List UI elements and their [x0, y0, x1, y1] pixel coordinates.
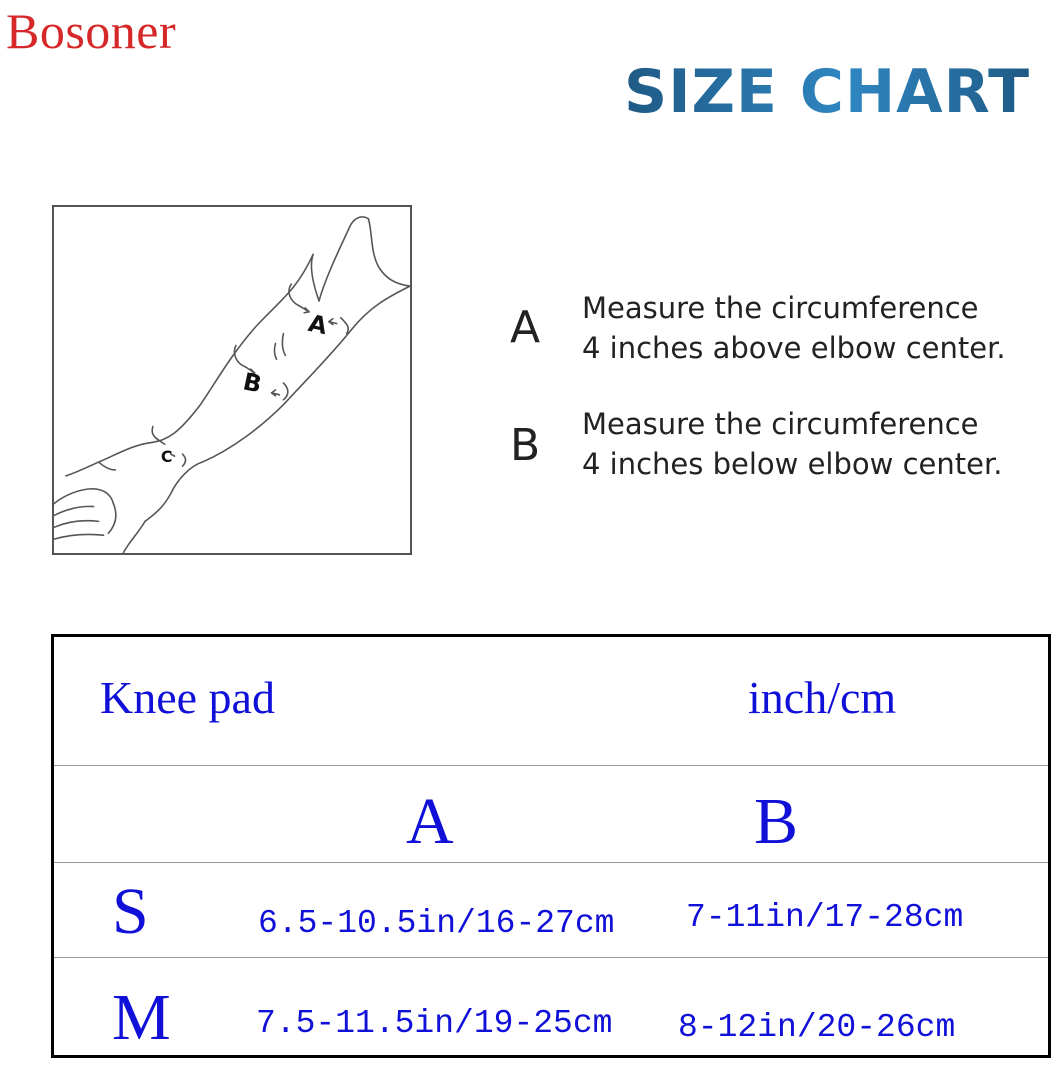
page-title: SIZE CHART — [624, 57, 1031, 127]
size-label-s: S — [112, 875, 149, 948]
measurement-line-2: 4 inches below elbow center. — [582, 447, 1003, 481]
measurement-letter: B — [510, 420, 541, 471]
size-m-b-value: 8-12in/20-26cm — [678, 1009, 956, 1046]
arm-drawing — [54, 207, 410, 553]
size-s-b-value: 7-11in/17-28cm — [686, 899, 964, 936]
size-table — [51, 634, 1051, 1058]
unit-label: inch/cm — [748, 672, 897, 723]
measurement-line-1: Measure the circumference — [582, 291, 979, 325]
table-divider — [54, 765, 1048, 766]
table-divider — [54, 957, 1048, 958]
product-name: Knee pad — [100, 672, 275, 723]
column-header-a: A — [406, 785, 454, 858]
table-divider — [54, 862, 1048, 863]
measurement-letter: A — [510, 302, 541, 353]
size-s-a-value: 6.5-10.5in/16-27cm — [258, 905, 615, 942]
diagram-label-b: B — [240, 367, 265, 399]
measurement-text — [582, 404, 1002, 484]
arm-measurement-illustration — [52, 205, 412, 555]
size-m-a-value: 7.5-11.5in/19-25cm — [256, 1005, 613, 1042]
measurement-text — [582, 288, 1006, 368]
brand-logo: Bosoner — [6, 3, 177, 59]
diagram-label-c: C — [160, 447, 173, 467]
measurement-line-2: 4 inches above elbow center. — [582, 331, 1006, 365]
size-label-m: M — [112, 981, 171, 1054]
measurement-line-1: Measure the circumference — [582, 407, 979, 441]
diagram-label-a: A — [305, 309, 330, 341]
column-header-b: B — [754, 785, 799, 858]
